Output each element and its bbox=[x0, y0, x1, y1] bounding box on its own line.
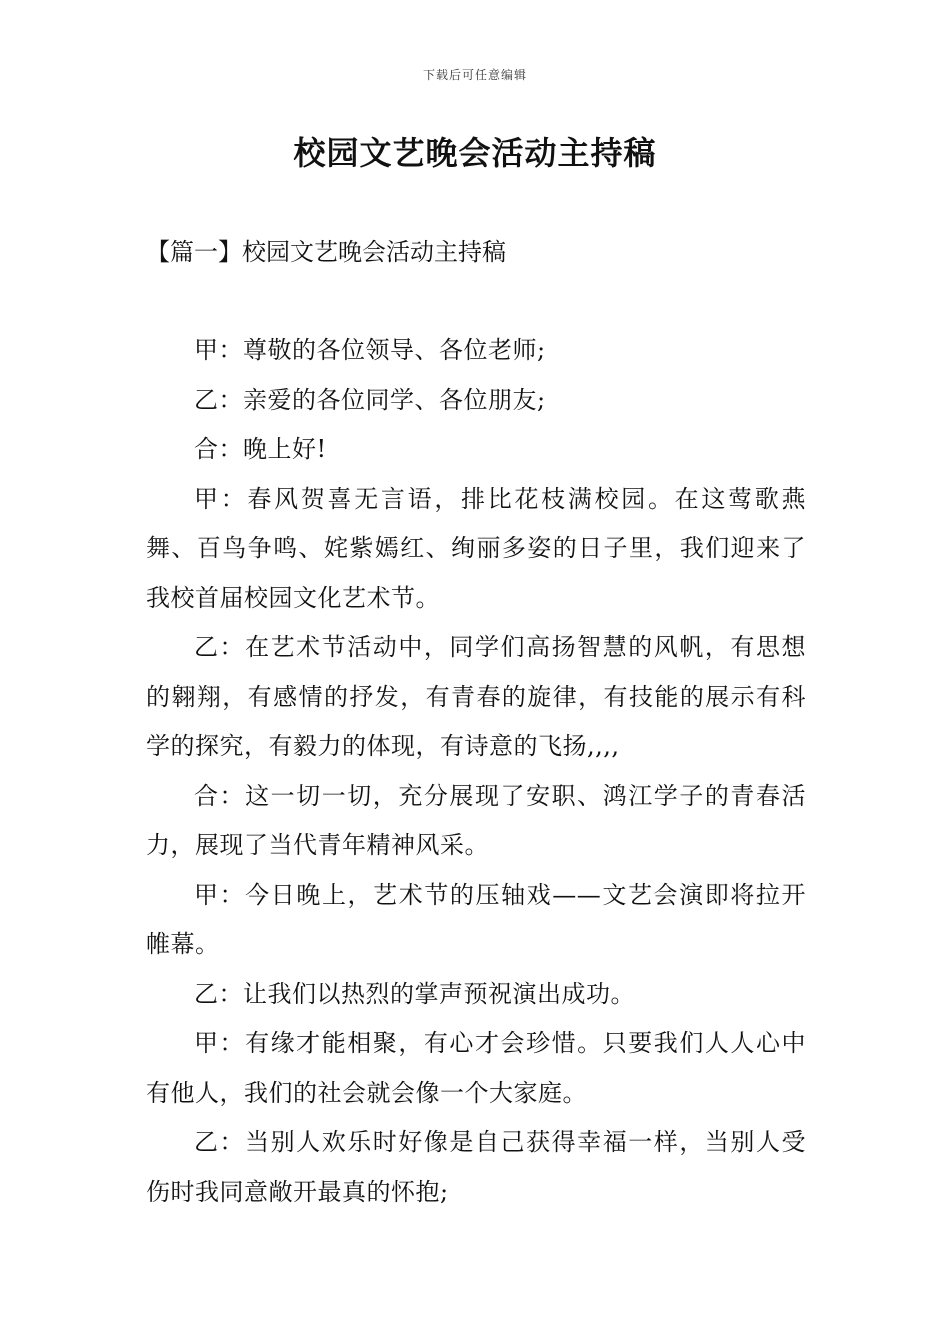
paragraph: 甲：尊敬的各位领导、各位老师; bbox=[194, 336, 546, 364]
paragraph: 合：晚上好! bbox=[194, 435, 327, 463]
paragraph: 乙：当别人欢乐时好像是自己获得幸福一样，当别人受伤时我同意敞开最真的怀抱; bbox=[146, 1128, 806, 1206]
paragraph: 甲：今日晚上，艺术节的压轴戏——文艺会演即将拉开帷幕。 bbox=[146, 880, 806, 958]
paragraph: 甲：春风贺喜无言语，排比花枝满校园。在这莺歌燕舞、百鸟争鸣、姹紫嫣红、绚丽多姿的日子里，我们迎来了我校首届校园文化艺术节。 bbox=[146, 484, 806, 612]
paragraph: 甲：有缘才能相聚，有心才会珍惜。只要我们人人心中有他人，我们的社会就会像一个大家庭。 bbox=[146, 1029, 806, 1107]
header-note: 下载后可任意编辑 bbox=[422, 68, 527, 82]
document-body bbox=[146, 326, 806, 1217]
paragraph: 合：这一切一切，充分展现了安职、鸿江学子的青春活力，展现了当代青年精神风采。 bbox=[146, 781, 806, 859]
section-heading: 【篇一】校园文艺晚会活动主持稿 bbox=[146, 238, 506, 266]
paragraph: 乙：让我们以热烈的掌声预祝演出成功。 bbox=[194, 979, 635, 1008]
paragraph: 乙：亲爱的各位同学、各位朋友; bbox=[194, 385, 546, 414]
paragraph: 乙：在艺术节活动中，同学们高扬智慧的风帆，有思想的翱翔，有感情的抒发，有青春的旋律，有技能的展示有科学的探究，有毅力的体现，有诗意的飞扬,,,, bbox=[146, 633, 806, 760]
document-title: 校园文艺晚会活动主持稿 bbox=[293, 134, 657, 172]
